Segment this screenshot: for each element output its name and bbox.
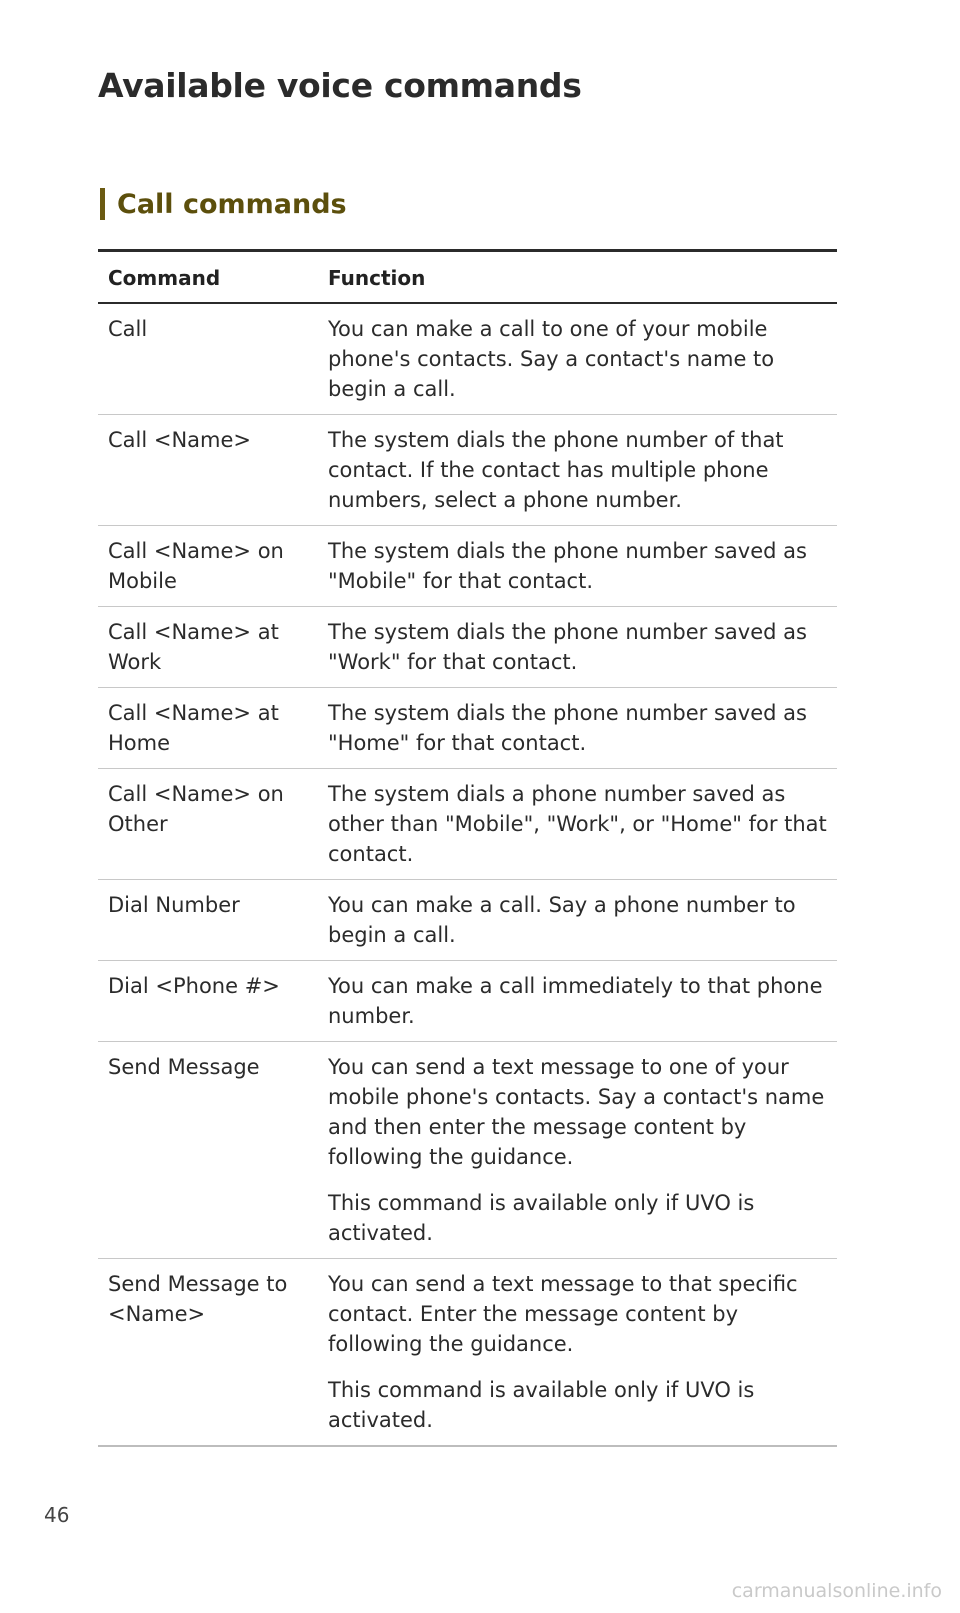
function-cell	[318, 1259, 837, 1447]
table-row	[98, 880, 837, 961]
function-text: The system dials a phone number saved as other than "Mobile", "Work", or "Home" for that contact.	[328, 782, 827, 866]
function-cell	[318, 415, 837, 526]
function-text: This command is available only if UVO is activated.	[328, 1191, 755, 1245]
function-cell	[318, 880, 837, 961]
function-text: You can make a call to one of your mobile phone's contacts. Say a contact's name to begin a call.	[328, 317, 775, 401]
function-text: The system dials the phone number of that contact. If the contact has multiple phone numbers, select a phone number.	[328, 428, 784, 512]
call-commands-table	[98, 249, 837, 1447]
table-row	[98, 526, 837, 607]
function-text: You can make a call immediately to that phone number.	[328, 974, 823, 1028]
command-cell: Dial Number	[98, 880, 318, 961]
page-title: Available voice commands	[98, 66, 582, 105]
section-marker-bar	[100, 188, 105, 220]
function-cell	[318, 607, 837, 688]
page-number: 46	[44, 1503, 70, 1527]
function-text: You can send a text message to one of your mobile phone's contacts. Say a contact's name and then enter the message content by following the guidance.	[328, 1055, 825, 1169]
command-cell: Call <Name> at Work	[98, 607, 318, 688]
column-header-command: Command	[98, 251, 318, 304]
function-cell	[318, 303, 837, 415]
table-body	[98, 303, 837, 1446]
section-title: Call commands	[117, 188, 347, 220]
function-cell	[318, 769, 837, 880]
function-text: The system dials the phone number saved as "Mobile" for that contact.	[328, 539, 807, 593]
function-text: You can make a call. Say a phone number to begin a call.	[328, 893, 796, 947]
section-heading	[100, 188, 347, 220]
table-row	[98, 303, 837, 415]
command-cell: Send Message to <Name>	[108, 1272, 288, 1326]
function-text: The system dials the phone number saved as "Work" for that contact.	[328, 620, 807, 674]
table-row	[98, 607, 837, 688]
function-cell	[318, 688, 837, 769]
table-header	[98, 251, 837, 304]
table-row	[98, 688, 837, 769]
function-text: The system dials the phone number saved as "Home" for that contact.	[328, 701, 807, 755]
table-row	[98, 1259, 837, 1447]
function-cell	[318, 961, 837, 1042]
function-cell	[318, 526, 837, 607]
command-cell: Dial <Phone #>	[98, 961, 318, 1042]
command-cell: Call	[98, 303, 318, 415]
table-row	[98, 415, 837, 526]
watermark: carmanualsonline.info	[731, 1580, 942, 1602]
function-cell	[318, 1042, 837, 1259]
command-cell: Call <Name>	[98, 415, 318, 526]
function-text: This command is available only if UVO is activated.	[328, 1378, 755, 1432]
command-cell: Call <Name> on Other	[98, 769, 318, 880]
table-row	[98, 1042, 837, 1259]
command-cell: Send Message	[98, 1042, 318, 1259]
command-cell: Call <Name> at Home	[98, 688, 318, 769]
table-row	[98, 769, 837, 880]
column-header-function: Function	[318, 251, 837, 304]
command-cell: Call <Name> on Mobile	[98, 526, 318, 607]
table-row	[98, 961, 837, 1042]
table-header-row	[98, 251, 837, 304]
function-text: You can send a text message to that specific contact. Enter the message content by following the guidance.	[328, 1272, 798, 1356]
